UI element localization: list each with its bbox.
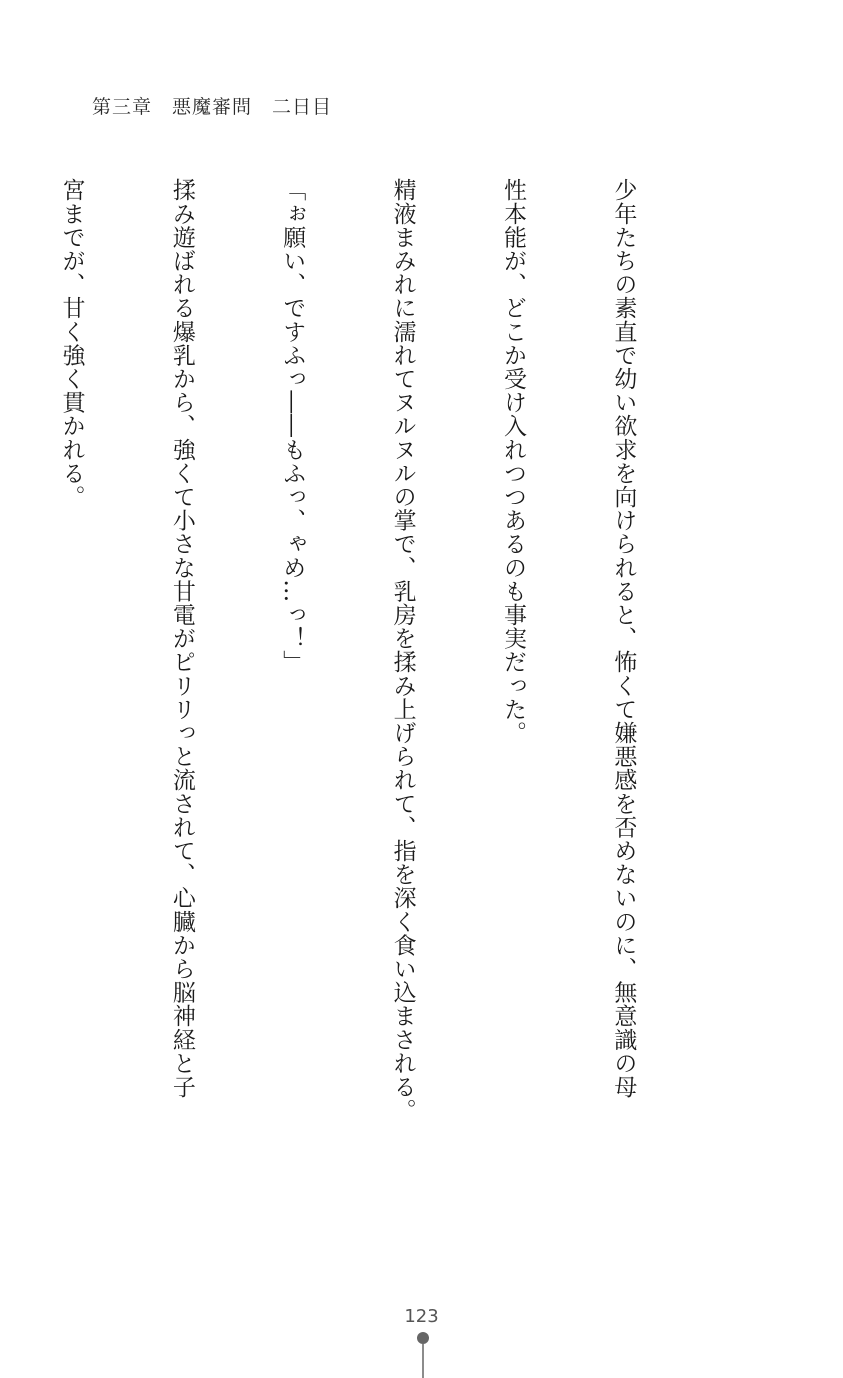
text-line: 宮までが、甘く強く貫かれる。 xyxy=(58,178,85,509)
running-header: 第三章 悪魔審問 二日目 xyxy=(92,96,333,118)
page-ornament-icon xyxy=(415,1330,431,1378)
page-number: 123 xyxy=(404,1306,439,1327)
text-line: 少年たちの素直で幼い欲求を向けられると、怖くて嫌悪感を否めないのに、無意識の母 xyxy=(610,178,637,1099)
text-line: 「ぉ願い、ですふっ――もふっ、ゃめ…っ！」 xyxy=(279,178,306,674)
text-line: 性本能が、どこか受け入れつつあるのも事実だった。 xyxy=(500,178,527,745)
text-line: 揉み遊ばれる爆乳から、強くて小さな甘電がピリリっと流されて、心臓から脳神経と子 xyxy=(168,178,195,1099)
text-line: 精液まみれに濡れてヌルヌルの掌で、乳房を揉み上げられて、指を深く食い込まされる。 xyxy=(389,178,416,1122)
body-text xyxy=(0,178,715,1158)
